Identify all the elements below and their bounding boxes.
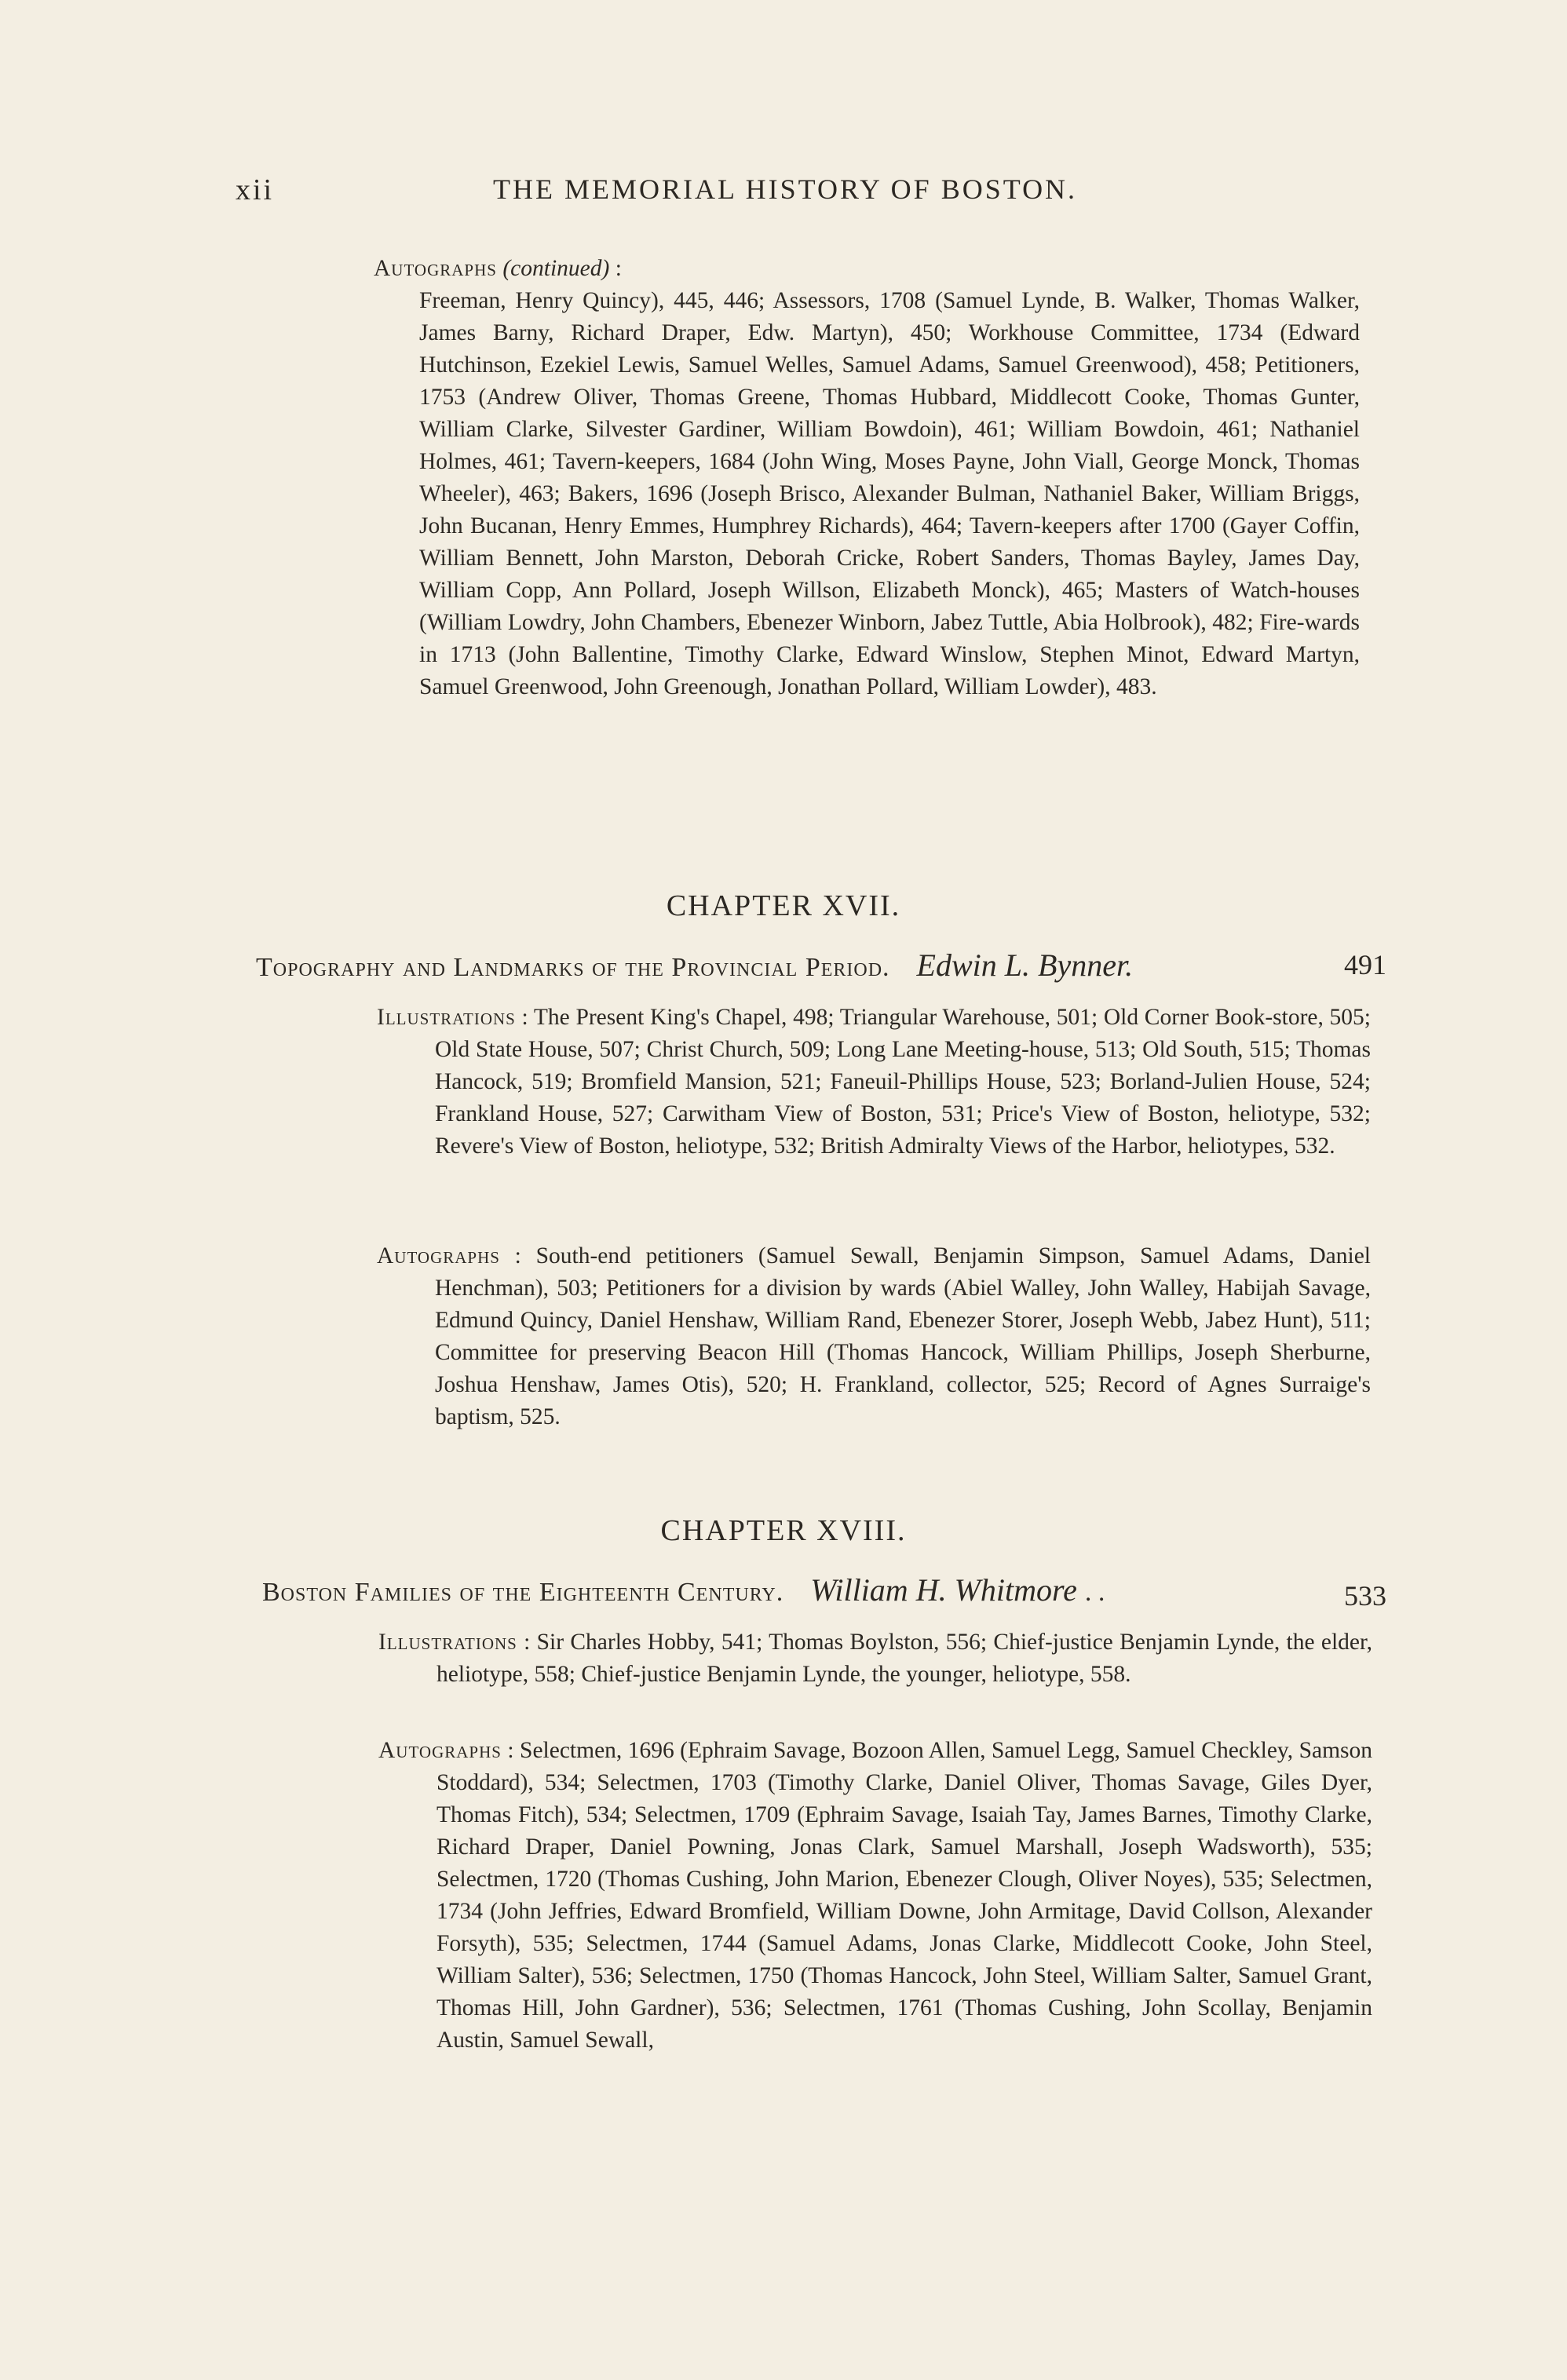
chapter-xvii-title: Topography and Landmarks of the Provincial Period. [256,953,890,982]
chapter-xvii-title-line [256,947,1133,984]
chapter-xvii-author: Edwin L. Bynner. [916,947,1134,983]
chapter-xvii-page-number: 491 [1344,949,1386,980]
autographs-label: Autographs [377,1243,500,1268]
illustrations-label: Illustrations [377,1005,516,1030]
autographs-label: Autographs [378,1738,502,1763]
continued-note: (continued) [502,256,610,281]
chapter-xviii-title-line [262,1571,1105,1609]
chapter-xvii-heading: CHAPTER XVII. [666,889,901,922]
chapter-xviii-title: Boston Families of the Eighteenth Century. [262,1578,784,1607]
autographs-label: Autographs [374,256,497,281]
chapter-xviii-autographs: Autographs : Selectmen, 1696 (Ephraim Savage, Bozoon Allen, Samuel Legg, Samuel Checkley, Samson Stoddard), 534; Selectmen, 1703 (Timothy Clarke, Daniel Oliver, Thomas Savage, Giles Dyer, Thomas Fitch), 534; Selectmen, 1709 (Ephraim Savage, Isaiah Tay, James Barnes, Timothy Clarke, Richard Draper, Daniel Powning, Jonas Clark, Samuel Marshall, Joseph Wadsworth), 535; Selectmen, 1720 (Thomas Cushing, John Marion, Ebenezer Clough, Oliver Noyes), 535; Selectmen, 1734 (John Jeffries, Edward Bromfield, William Downe, John Armitage, David Collson, Alexander Forsyth), 535; Selectmen, 1744 (Samuel Adams, Jonas Clarke, Middlecott Cooke, John Steel, William Salter), 536; Selectmen, 1750 (Thomas Hancock, John Steel, William Salter, Samuel Grant, Thomas Hill, John Gardner), 536; Selectmen, 1761 (Thomas Cushing, John Scollay, Benjamin Austin, Samuel Sewall, [378,1738,1372,2053]
page-folio: xii [236,173,275,206]
illustrations-text: Sir Charles Hobby, 541; Thomas Boylston, 556; Chief-justice Benjamin Lynde, the elder, heliotype, 558; Chief-justice Benjamin Lynde, the younger, heliotype, 558. [436,1630,1372,1687]
autographs-text: Selectmen, 1696 (Ephraim Savage, Bozoon Allen, Samuel Legg, Samuel Checkley, Samson Stoddard), 534; Selectmen, 1703 (Timothy Clarke, Daniel Oliver, Thomas Savage, Giles Dyer, Thomas Fitch), 534; Selectmen, 1709 (Ephraim Savage, Isaiah Tay, James Barnes, Timothy Clarke, Richard Draper, Daniel Powning, Jonas Clark, Samuel Marshall, Joseph Wadsworth), 535; Selectmen, 1720 (Thomas Cushing, John Marion, Ebenezer Clough, Oliver Noyes), 535; Selectmen, 1734 (John Jeffries, Edward Bromfield, William Downe, John Armitage, David Collson, Alexander Forsyth), 535; Selectmen, 1744 (Samuel Adams, Jonas Clarke, Middlecott Cooke, John Steel, William Salter), 536; Selectmen, 1750 (Thomas Hancock, John Steel, William Salter, Samuel Grant, Thomas Hill, John Gardner), 536; Selectmen, 1761 (Thomas Cushing, John Scollay, Benjamin Austin, Samuel Sewall, [436,1738,1372,2053]
running-title: THE MEMORIAL HISTORY OF BOSTON. [493,173,1078,205]
chapter-xviii-page-number: 533 [1344,1580,1386,1612]
chapter-xvii-autographs: Autographs : South-end petitioners (Samuel Sewall, Benjamin Simpson, Samuel Adams, Daniel Henchman), 503; Petitioners for a division by wards (Abiel Walley, John Walley, Habijah Savage, Edmund Quincy, Daniel Henshaw, William Rand, Ebenezer Storer, Joseph Webb, Jabez Hunt), 511; Committee for preserving Beacon Hill (Thomas Hancock, William Phillips, Joseph Sherburne, Joshua Henshaw, James Otis), 520; H. Frankland, collector, 525; Record of Agnes Surraige's baptism, 525. [377,1243,1371,1429]
autographs-text: South-end petitioners (Samuel Sewall, Benjamin Simpson, Samuel Adams, Daniel Henchman), 503; Petitioners for a division by wards (Abiel Walley, John Walley, Habijah Savage, Edmund Quincy, Daniel Henshaw, William Rand, Ebenezer Storer, Joseph Webb, Jabez Hunt), 511; Committee for preserving Beacon Hill (Thomas Hancock, William Phillips, Joseph Sherburne, Joshua Henshaw, James Otis), 520; H. Frankland, collector, 525; Record of Agnes Surraige's baptism, 525. [435,1243,1371,1429]
chapter-xvii-illustrations: Illustrations : The Present King's Chapel, 498; Triangular Warehouse, 501; Old Corner Book-store, 505; Old State House, 507; Christ Church, 509; Long Lane Meeting-house, 513; Old South, 515; Thomas Hancock, 519; Bromfield Mansion, 521; Faneuil-Phillips House, 523; Borland-Julien House, 524; Frankland House, 527; Carwitham View of Boston, 531; Price's View of Boston, heliotype, 532; Revere's View of Boston, heliotype, 532; British Admiralty Views of the Harbor, heliotypes, 532. [377,1005,1372,1159]
chapter-xviii-illustrations: Illustrations : Sir Charles Hobby, 541; Thomas Boylston, 556; Chief-justice Benjamin Lynde, the elder, heliotype, 558; Chief-justice Benjamin Lynde, the younger, heliotype, 558. [378,1630,1372,1687]
illustrations-label: Illustrations [378,1630,517,1655]
chapter-xviii-author: William H. Whitmore [810,1572,1077,1608]
leader-dots: . . [1084,1578,1105,1607]
running-header [236,173,1319,214]
autographs-continued-text: Freeman, Henry Quincy), 445, 446; Assessors, 1708 (Samuel Lynde, B. Walker, Thomas Walker, James Barny, Richard Draper, Edw. Martyn), 450; Workhouse Committee, 1734 (Edward Hutchinson, Ezekiel Lewis, Samuel Welles, Samuel Adams, Samuel Greenwood), 458; Petitioners, 1753 (Andrew Oliver, Thomas Greene, Thomas Hubbard, Middlecott Cooke, Thomas Gunter, William Clarke, Silvester Gardiner, William Bowdoin), 461; William Bowdoin, 461; Nathaniel Holmes, 461; Tavern-keepers, 1684 (John Wing, Moses Payne, John Viall, George Monck, Thomas Wheeler), 463; Bakers, 1696 (Joseph Brisco, Alexander Bulman, Nathaniel Baker, William Briggs, John Bucanan, Henry Emmes, Humphrey Richards), 464; Tavern-keepers after 1700 (Gayer Coffin, William Bennett, John Marston, Deborah Cricke, Robert Sanders, Thomas Bayley, James Day, William Copp, Ann Pollard, Joseph Willson, Elizabeth Monck), 465; Masters of Watch-houses (William Lowdry, John Chambers, Ebenezer Winborn, Jabez Tuttle, Abia Holbrook), 482; Fire-wards in 1713 (John Ballentine, Timothy Clarke, Edward Winslow, Stephen Minot, Edward Martyn, Samuel Greenwood, John Greenough, Jonathan Pollard, William Lowder), 483. [419,288,1360,699]
chapter-xviii-heading: CHAPTER XVIII. [660,1514,907,1547]
illustrations-text: The Present King's Chapel, 498; Triangular Warehouse, 501; Old Corner Book-store, 505; Old State House, 507; Christ Church, 509; Long Lane Meeting-house, 513; Old South, 515; Thomas Hancock, 519; Bromfield Mansion, 521; Faneuil-Phillips House, 523; Borland-Julien House, 524; Frankland House, 527; Carwitham View of Boston, 531; Price's View of Boston, heliotype, 532; Revere's View of Boston, heliotype, 532; British Admiralty Views of the Harbor, heliotypes, 532. [435,1005,1372,1159]
autographs-continued-entry: Autographs (continued) : Freeman, Henry Quincy), 445, 446; Assessors, 1708 (Samuel Lynde, B. Walker, Thomas Walker, James Barny, Richard Draper, Edw. Martyn), 450; Workhouse Committee, 1734 (Edward Hutchinson, Ezekiel Lewis, Samuel Welles, Samuel Adams, Samuel Greenwood), 458; Petitioners, 1753 (Andrew Oliver, Thomas Greene, Thomas Hubbard, Middlecott Cooke, Thomas Gunter, William Clarke, Silvester Gardiner, William Bowdoin), 461; William Bowdoin, 461; Nathaniel Holmes, 461; Tavern-keepers, 1684 (John Wing, Moses Payne, John Viall, George Monck, Thomas Wheeler), 463; Bakers, 1696 (Joseph Brisco, Alexander Bulman, Nathaniel Baker, William Briggs, John Bucanan, Henry Emmes, Humphrey Richards), 464; Tavern-keepers after 1700 (Gayer Coffin, William Bennett, John Marston, Deborah Cricke, Robert Sanders, Thomas Bayley, James Day, William Copp, Ann Pollard, Joseph Willson, Elizabeth Monck), 465; Masters of Watch-houses (William Lowdry, John Chambers, Ebenezer Winborn, Jabez Tuttle, Abia Holbrook), 482; Fire-wards in 1713 (John Ballentine, Timothy Clarke, Edward Winslow, Stephen Minot, Edward Martyn, Samuel Greenwood, John Greenough, Jonathan Pollard, William Lowder), 483. [374,256,1360,699]
